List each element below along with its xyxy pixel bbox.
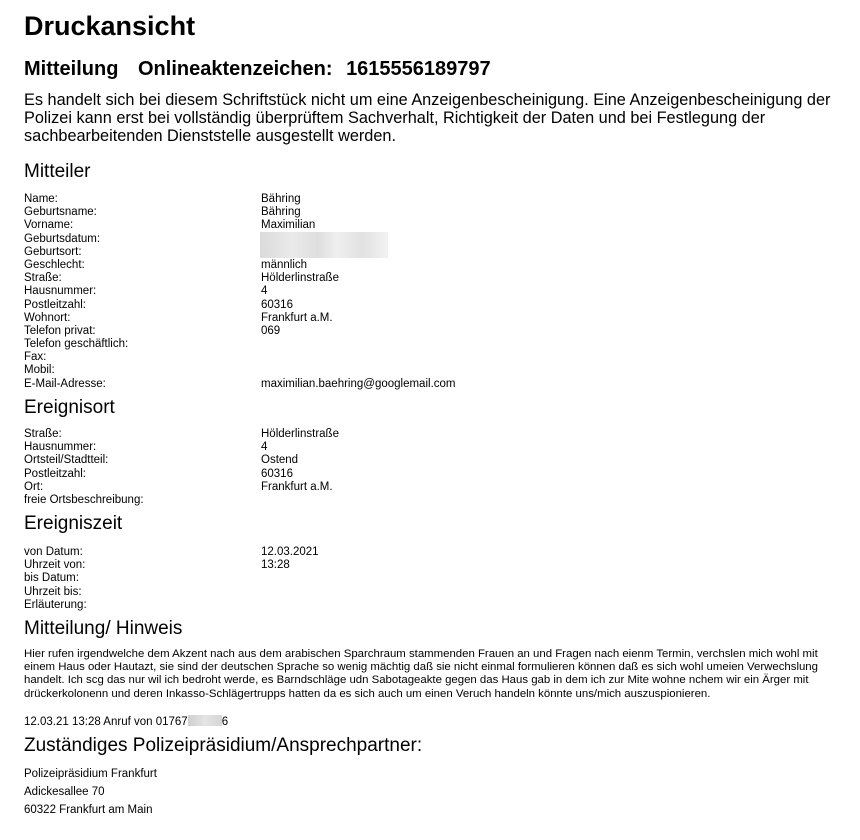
field-value: Bähring — [261, 206, 301, 219]
field-label: Ortsteil/Stadtteil: — [24, 454, 109, 467]
field-label: von Datum: — [24, 546, 83, 558]
field-label: Erläuterung: — [24, 598, 87, 611]
field-label: Postleitzahl: — [24, 298, 87, 311]
reporter-row — [24, 259, 824, 272]
field-label: Geburtsort: — [24, 245, 82, 258]
field-label: Wohnort: — [24, 311, 71, 324]
reporter-row — [24, 312, 824, 325]
field-label: Straße: — [24, 428, 62, 440]
reporter-row — [24, 219, 824, 232]
message-type: Mitteilung — [24, 58, 119, 80]
authority-street: Adickesallee 70 — [24, 786, 105, 798]
field-value: 60316 — [261, 298, 293, 311]
time-details — [24, 546, 824, 612]
field-label: Mobil: — [24, 364, 55, 377]
location-row — [24, 428, 824, 441]
time-row — [24, 546, 824, 559]
field-value: Hölderlinstraße — [261, 428, 339, 440]
authority-name: Polizeipräsidium Frankfurt — [24, 768, 157, 780]
section-location-heading: Ereignisort — [24, 397, 115, 418]
field-value: 069 — [261, 324, 281, 337]
field-label: Geschlecht: — [24, 258, 85, 271]
location-details — [24, 428, 824, 507]
field-label: Uhrzeit von: — [24, 559, 86, 572]
field-label: Telefon privat: — [24, 324, 96, 337]
reporter-row — [24, 206, 824, 219]
reporter-row — [24, 272, 824, 285]
reporter-row — [24, 193, 824, 206]
case-header — [24, 58, 505, 81]
field-value: Frankfurt a.M. — [261, 311, 333, 324]
reporter-row — [24, 299, 824, 312]
field-label: freie Ortsbeschreibung: — [24, 493, 144, 506]
field-label: bis Datum: — [24, 572, 79, 585]
reporter-row — [24, 338, 824, 351]
redacted-phone-digits — [188, 715, 222, 726]
field-label: Hausnummer: — [24, 285, 97, 298]
location-row — [24, 481, 824, 494]
page-title: Druckansicht — [24, 11, 196, 41]
section-message-heading: Mitteilung/ Hinweis — [24, 618, 183, 639]
field-value: Frankfurt a.M. — [261, 480, 333, 493]
field-label: Hausnummer: — [24, 441, 97, 454]
reporter-row — [24, 378, 824, 391]
field-value: 13:28 — [261, 559, 290, 572]
location-row — [24, 454, 824, 467]
location-row — [24, 468, 824, 481]
call-note-prefix: 12.03.21 13:28 Anruf von 01767 — [24, 716, 188, 728]
field-label: Ort: — [24, 480, 44, 493]
call-note-suffix: 6 — [221, 716, 229, 728]
section-reporter-heading: Mitteiler — [24, 161, 91, 182]
field-value: 4 — [261, 285, 268, 298]
field-value: Hölderlinstraße — [261, 272, 339, 285]
field-label: Telefon geschäftlich: — [24, 338, 129, 351]
field-value: maximilian.baehring@googlemail.com — [261, 377, 456, 390]
field-label: Straße: — [24, 272, 62, 285]
section-time-heading: Ereigniszeit — [24, 513, 123, 534]
time-row — [24, 599, 824, 612]
message-text: Hier rufen irgendwelche dem Akzent nach aus dem arabischen Sparchraum stammenden Frauen an und Fragen nach eienm Termin, verchslen mich wohl mit einem Haus oder Hautazt, sie sind der deutschen Sprache so wenig mächtig daß sie nicht einmal formulieren können daß es sich wohl umeien Verwechslung handelt. Ich scg das nur wil ich bedroht werde, es Barndschläge udn Sabotageakte gegen das Haus gab in dem ich zur Mite wohne nchem wir ein Ärger mit drückerkolonenn und deren Inkasso-Schlägertrupps hatten da es sich auch um einen Veruch handeln könnte uns/mich auszuspionieren. — [24, 648, 818, 700]
reporter-row — [24, 364, 824, 377]
field-value: Maximilian — [261, 219, 316, 232]
case-label: Onlineaktenzeichen: — [138, 58, 333, 80]
field-value: 12.03.2021 — [261, 546, 319, 558]
time-row — [24, 586, 824, 599]
field-label: Geburtsname: — [24, 206, 97, 219]
location-row — [24, 494, 824, 507]
case-number: 1615556189797 — [346, 58, 491, 80]
field-value: 60316 — [261, 467, 293, 480]
field-label: Postleitzahl: — [24, 467, 87, 480]
reporter-row — [24, 285, 824, 298]
field-label: Fax: — [24, 351, 47, 364]
field-value: 4 — [261, 441, 268, 454]
time-row — [24, 572, 824, 585]
field-label: Uhrzeit bis: — [24, 585, 82, 598]
reporter-row — [24, 233, 824, 246]
call-note — [24, 715, 228, 728]
disclaimer-notice: Es handelt sich bei diesem Schriftstück nicht um eine Anzeigenbescheinigung. Eine Anzeigenbescheinigung der Polizei kann erst bei vollständig überprüftem Sachverhalt, Richtigkeit der Daten und bei Festlegung der sachbearbeitenden Dienststelle ausgestellt werden. — [24, 91, 831, 145]
field-label: E-Mail-Adresse: — [24, 377, 106, 390]
authority-city: 60322 Frankfurt am Main — [24, 804, 153, 816]
redacted-birth-data — [260, 232, 388, 258]
location-row — [24, 441, 824, 454]
reporter-details — [24, 193, 824, 391]
field-label: Vorname: — [24, 219, 74, 232]
reporter-row — [24, 351, 824, 364]
reporter-row — [24, 325, 824, 338]
field-value: Ostend — [261, 454, 299, 467]
field-label: Name: — [24, 193, 58, 205]
field-value: Bähring — [261, 193, 301, 205]
time-row — [24, 559, 824, 572]
field-label: Geburtsdatum: — [24, 232, 101, 245]
field-value: männlich — [261, 258, 308, 271]
reporter-row — [24, 246, 824, 259]
section-authority-heading: Zuständiges Polizeipräsidium/Ansprechpartner: — [24, 735, 423, 756]
